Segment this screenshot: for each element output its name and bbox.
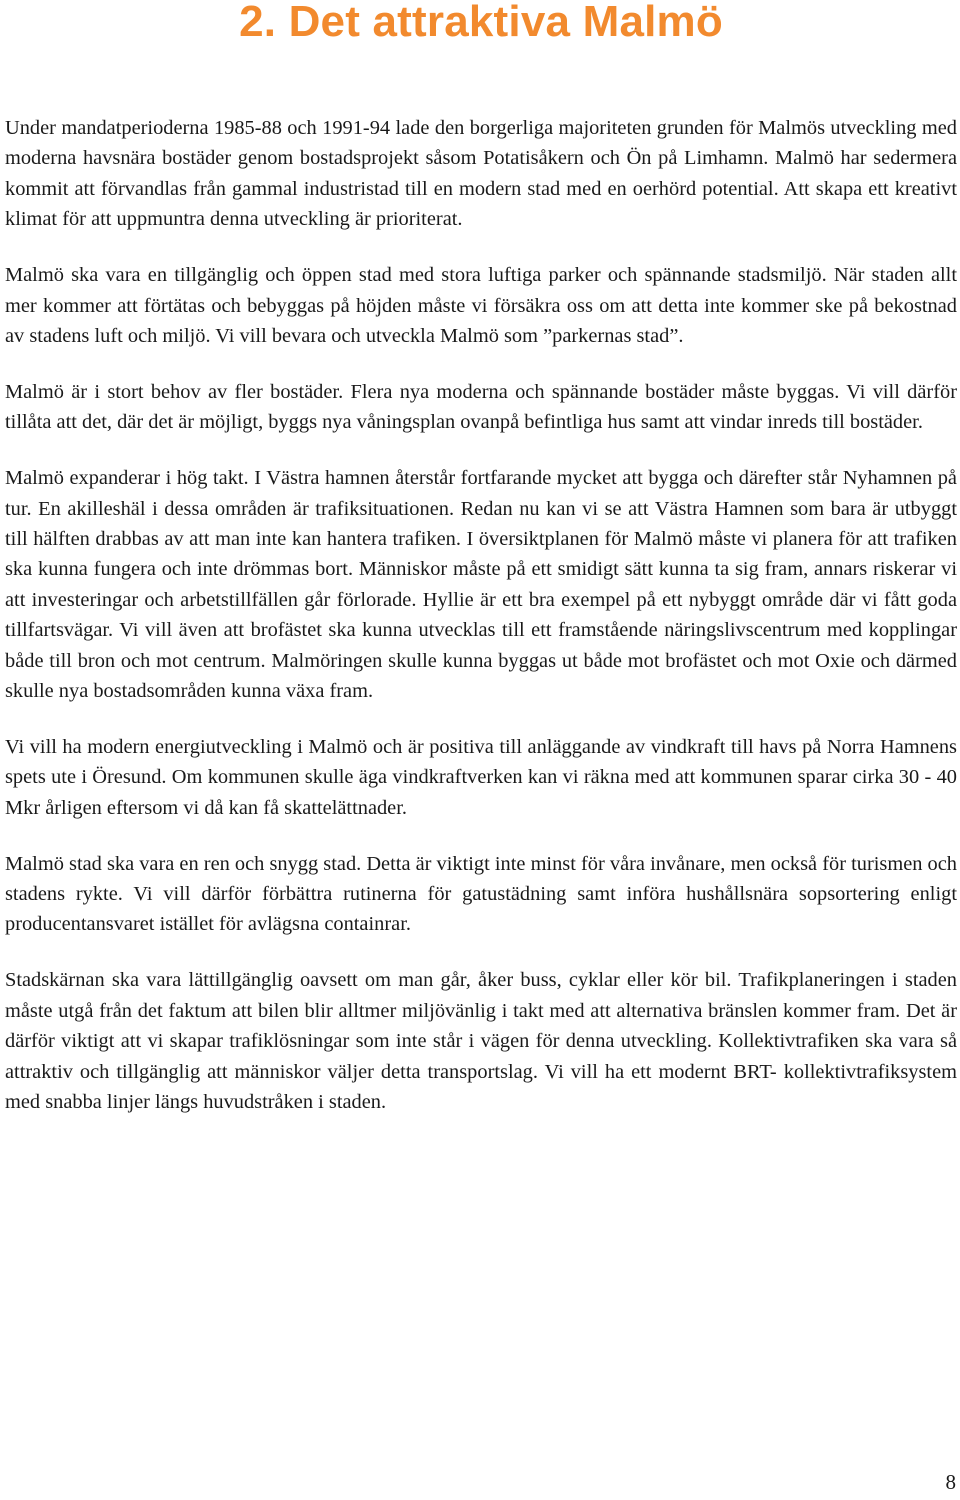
paragraph-5: Vi vill ha modern energiutveckling i Malmö och är positiva till anläggande av vindkraft till havs på Norra Hamnens spets ute i Öresund. Om kommunen skulle äga vindkraftverken kan vi räkna med att kommunen sparar cirka 30 - 40 Mkr årligen eftersom vi då kan få skattelättnader. [5, 735, 957, 819]
paragraph-6: Malmö stad ska vara en ren och snygg stad. Detta är viktigt inte minst för våra invånare, men också för turismen och stadens rykte. Vi vill därför förbättra rutinerna för gatustädning samt införa hushållsnära sopsortering enligt producentansvaret istället för avlägsna containrar. [5, 852, 957, 936]
page-title: 2. Det attraktiva Malmö [239, 0, 723, 46]
page-number: 8 [945, 1470, 956, 1494]
body-text [5, 113, 957, 1143]
paragraph-4: Malmö expanderar i hög takt. I Västra hamnen återstår fortfarande mycket att bygga och därefter står Nyhamnen på tur. En akilleshäl i dessa områden är trafiksituationen. Redan nu kan vi se att Västra Hamnen som bara är utbyggt till hälften drabbas av att man inte kan hantera trafiken. I översiktplanen för Malmö måste vi planera för att trafiken ska kunna fungera och inte drömmas bort. Människor måste på ett smidigt sätt kunna ta sig fram, annars riskerar vi att investeringar och arbetstillfällen går förlorade. Hyllie är ett bra exempel på ett nybyggt område där vi fått goda tillfartsvägar. Vi vill även att brofästet ska kunna utvecklas till ett framstående näringslivscentrum med kopplingar både till bron och mot centrum. Malmöringen skulle kunna byggas ut både mot brofästet och mot Oxie och därmed skulle nya bostadsområden kunna växa fram. [5, 467, 957, 702]
paragraph-3: Malmö är i stort behov av fler bostäder. Flera nya moderna och spännande bostäder måste byggas. Vi vill därför tillåta att det, där det är möjligt, byggs nya våningsplan ovanpå befintliga hus samt att vindar inreds till bostäder. [5, 380, 957, 434]
paragraph-2: Malmö ska vara en tillgänglig och öppen stad med stora luftiga parker och spännande stadsmiljö. När staden allt mer kommer att förtätas och bebyggas på höjden måste vi försäkra oss om att detta inte kommer ske på bekostnad av stadens luft och miljö. Vi vill bevara och utveckla Malmö som ”parkernas stad”. [5, 264, 957, 347]
paragraph-7: Stadskärnan ska vara lättillgänglig oavsett om man går, åker buss, cyklar eller kör bil. Trafikplaneringen i staden måste utgå från det faktum att bilen blir alltmer miljövänlig i takt med att alternativa bränslen kommer fram. Det är därför viktigt att vi skapar trafiklösningar som inte står i vägen för denna utveckling. Kollektivtrafiken ska vara så attraktiv och tillgänglig att människor väljer detta transportslag. Vi vill ha ett modernt BRT- kollektivtrafiksystem med snabba linjer längs huvudstråken i staden. [5, 969, 957, 1113]
paragraph-1: Under mandatperioderna 1985-88 och 1991-94 lade den borgerliga majoriteten grunden för Malmös utveckling med moderna havsnära bostäder genom bostadsprojekt såsom Potatisåkern och Ön på Limhamn. Malmö har sedermera kommit att förvandlas från gammal industristad till en modern stad med en oerhörd potential. Att skapa ett kreativt klimat för att uppmuntra denna utveckling är prioriterat. [5, 117, 957, 231]
